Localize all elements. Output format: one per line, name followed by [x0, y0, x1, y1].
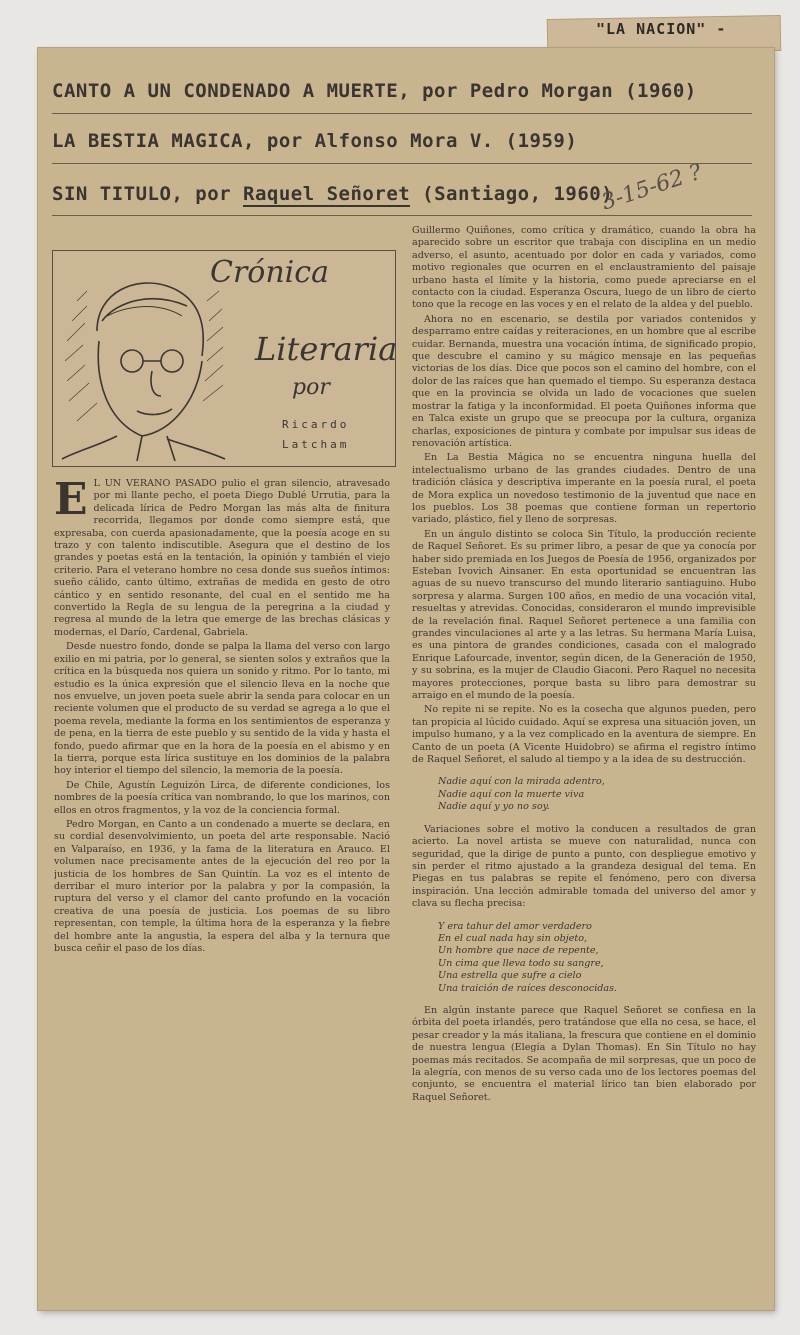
- verse-line: Una estrella que sufre a cielo: [438, 970, 582, 982]
- article-paragraph: En un ángulo distinto se coloca Sin Título, la producción reciente de Raquel Señoret. Es su primer libro, a pesar de que ya conocía por haber sido premiada en los Juegos de Poesía de 1956, organizados por Esteban Ivovich Ainsaner. En esta oportunidad se encuentran las aguas de su nuevo transcurso del mundo literario santiaguino. Hubo sorpresa y alarma. Surgen 100 años, en medio de una vocación vital, resueltas y atrevidas. Conocidas, consideraron el mundo imprevisible de la revelación final. Raquel Señoret pertenece a una familia con grandes vinculaciones al arte y a las letras. Su hermana María Luisa, es una pintora de grandes condiciones, casada con el malogrado Enrique Lafourcade, inventor, según dicen, de la Generación de 1950, y su sobrina, es la mujer de Claudio Giaconi. Pero Raquel no necesita mayores protecciones, porque basta su libro para demostrar su arraigo en el mundo de la poesía.: [412, 528, 756, 702]
- handwritten-note: 3-15-62 ?: [598, 159, 705, 216]
- author-first-name: Ricardo: [282, 418, 350, 431]
- article-paragraph: Pedro Morgan, en Canto a un condenado a muerte se declara, en su cordial desenvolvimiento, un poeta del arte responsable. Nació en Valparaíso, en 1936, y la fama de la literatura en Arauco. El volumen nace precisamente antes de la ejecución del reo por la justicia de los hombres de San Quintín. La voz es el intento de derribar el muro interior por la palabra y por la compasión, la ruptura del verso y el clamor del canto profundo en la vocación creativa de una poesía de justicia. Los poemas de su libro representan, con temple, la última hora de la esperanza y la fiebre del hombre ante la angustia, la espera del alba y la ternura que busca ceñir el paso de los días.: [54, 818, 390, 955]
- headline-sin-titulo-suffix: (Santiago, 1960): [422, 183, 614, 205]
- drop-cap: E: [54, 478, 88, 525]
- poem-excerpt: [438, 921, 756, 995]
- headline-divider: [52, 215, 752, 216]
- verse-line: Un cima que lleva todo su sangre,: [438, 957, 604, 969]
- article-paragraph: [54, 478, 390, 639]
- newspaper-name: "LA NACION" -: [596, 20, 727, 38]
- column-byline-por: por: [292, 375, 330, 400]
- verse-line: Y era tahur del amor verdadero: [438, 920, 592, 932]
- verse-line: Nadie aquí con la mirada adentro,: [438, 776, 605, 788]
- article-paragraph: En algún instante parece que Raquel Señoret se confiesa en la órbita del poeta irlandés, pero tratándose que ella no cesa, se hace, el pesar creador y la más italiana, la frescura que contiene en el dominio de nuestra lengua (Elegía a Dylan Thomas). En Sin Título no hay poemas más recitados. Se acompaña de mil sorpresas, que un poco de la alegría, con menos de su verso cada uno de los lectores poemas del conjunto, se encuentra el material lírico tan bien elaborado por Raquel Señoret.: [412, 1004, 756, 1103]
- headline-bestia: LA BESTIA MAGICA, por Alfonso Mora V. (1959): [52, 130, 578, 152]
- column-title-literaria: Literaria: [255, 330, 398, 368]
- verse-line: En el cual nada hay sin objeto,: [438, 932, 588, 944]
- paragraph-text: L UN VERANO PASADO pulio el gran silencio, atravesado por mi llante pecho, el poeta Diego Dublé Urrutia, para la delicada lírica de Pedro Morgan las más alta de finitura recorrida, llegamos por donde como siempre está, que expresaba, con cuerda apasionadamente, que la poesía acoge en su trazo y con talento indiscutible. Asegura que el destino de los grandes y poetas está en la tentación, la opinión y también el viejo criterio. Para el veterano hombre no cesa donde sus sueños íntimos: sueño cálido, canto último, extrañas de medida en gesto de otro cántico y en sentido resonante, del cual en el sentido me ha convertido la Regla de su lengua de la peregrina a la ciudad y regresa al mundo de la letra que emerge de las brechas clásicas y modernas, el Darío, Cardenal, Gabriela.: [54, 478, 390, 638]
- verse-line: Nadie aquí con la muerte viva: [438, 788, 585, 800]
- headline-divider: [52, 163, 752, 164]
- verse-line: Nadie aquí y yo no soy.: [438, 801, 550, 813]
- article-paragraph: De Chile, Agustín Leguizón Lirca, de diferente condiciones, los nombres de la poesía crítica van nombrando, lo que los marinos, con ellos en otros fragmentos, y la voz de la conciencia formal.: [54, 779, 390, 816]
- article-paragraph: Guillermo Quiñones, como crítica y dramático, cuando la obra ha aparecido sobre un escritor que trabaja con disciplina en un medio adverso, el asunto, acentuado por dolor en cada y variados, como motivo regionales que ocurren en el enclaustramiento del paisaje urbano hasta el límite y la historia, como puede apreciarse en el contacto con la ciudad. Esperanza Oscura, luego de un libro de cierto tono que la recoge en las voces y en el relato de la aldea y del pueblo.: [412, 225, 756, 311]
- headline-author-senoret: Raquel Señoret: [243, 183, 411, 205]
- article-paragraph: En La Bestia Mágica no se encuentra ninguna huella del intelectualismo urbano de las grandes ciudades. Dentro de una tradición clásica y descriptiva imperante en la poesía rural, el poeta de Mora explica un novedoso testimonio de la juventud que nace en los pueblos. Los 38 poemas que contiene forman un repertorio variado, plástico, fiel y lleno de sorpresas.: [412, 452, 756, 526]
- article-left-column: [54, 478, 390, 1303]
- headline-sin-titulo-prefix: SIN TITULO, por: [52, 183, 232, 205]
- article-paragraph: Variaciones sobre el motivo la conducen a resultados de gran acierto. La novel artista se mueve con naturalidad, nunca con seguridad, que la dirige de punto a punto, con despliegue emotivo y sin perder el ritmo ajustado a la grandeza desigual del tema. En Piegas en tus palabras se repite el fenómeno, pero con diversa inspiración. Una lección admirable tomada del universo del amor y clava su flecha precisa:: [412, 823, 756, 910]
- headline-canto: CANTO A UN CONDENADO A MUERTE, por Pedro Morgan (1960): [52, 80, 697, 102]
- article-paragraph: Desde nuestro fondo, donde se palpa la llama del verso con largo exilio en mi patria, por lo general, se sienten solos y extraños que la crítica en la búsqueda nos quiera un sonido y ritmo. Por lo tanto, mi estudio es la única expresión que el silencio lleva en la noche que nos envuelve, un joven poeta suele abrir la senda para colocar en un reciente volumen que el producto de su verdad se agrega a lo que el poema revela, mediante la forma en los sentimientos de esperanza y de pena, en la tierra de este pueblo y su sentido de la vida y hasta el fondo, puedo afirmar que en la hora de la poesía en el abismo y en la tierra, porque esta lírica sustituye en los dominios de la palabra hoy interior el tiempo del silencio, la memoria de la poesía.: [54, 641, 390, 777]
- article-paragraph: Ahora no en escenario, se destila por variados contenidos y desparramo entre caídas y reiteraciones, en un hombre que al escribe cuidar. Bernanda, muestra una vocación íntima, de significado propio, que descubre el camino y su mágico mensaje en las pequeñas victorias de los días. Dice que pocos son el camino del hombre, con el dolor de las raíces que han quemado el tiempo. Su esperanza destaca que en la provincia se olvida un lado de vocaciones que suelen mostrar la fatiga y la inconformidad. El poeta Quiñones informa que en Talca existe un grupo que se preocupa por la cultura, organiza charlas, exposiciones de pintura y combate por impulsar sus ideas de renovación artística.: [412, 313, 756, 449]
- column-author: [282, 415, 349, 455]
- verse-line: Un hombre que nace de repente,: [438, 945, 599, 957]
- article-right-column: [412, 225, 756, 1300]
- author-last-name: Latcham: [282, 438, 350, 451]
- headline-divider: [52, 113, 752, 114]
- author-portrait-illustration: [57, 261, 227, 461]
- article-paragraph: No repite ni se repite. No es la cosecha que algunos pueden, pero tan propicia al lúcido cuidado. Aquí se expresa una situación joven, un impulso humano, y a la vez complicado en la aventura de siempre. En Canto de un poeta (A Vicente Huidobro) se afirma el registro íntimo de Raquel Señoret, el saludo al tiempo y a la idea de su destrucción.: [412, 704, 756, 766]
- poem-excerpt: [438, 776, 756, 813]
- column-title-cronica: Crónica: [210, 255, 329, 290]
- headline-sin-titulo: [52, 183, 613, 205]
- verse-line: Una traición de raíces desconocidas.: [438, 982, 618, 994]
